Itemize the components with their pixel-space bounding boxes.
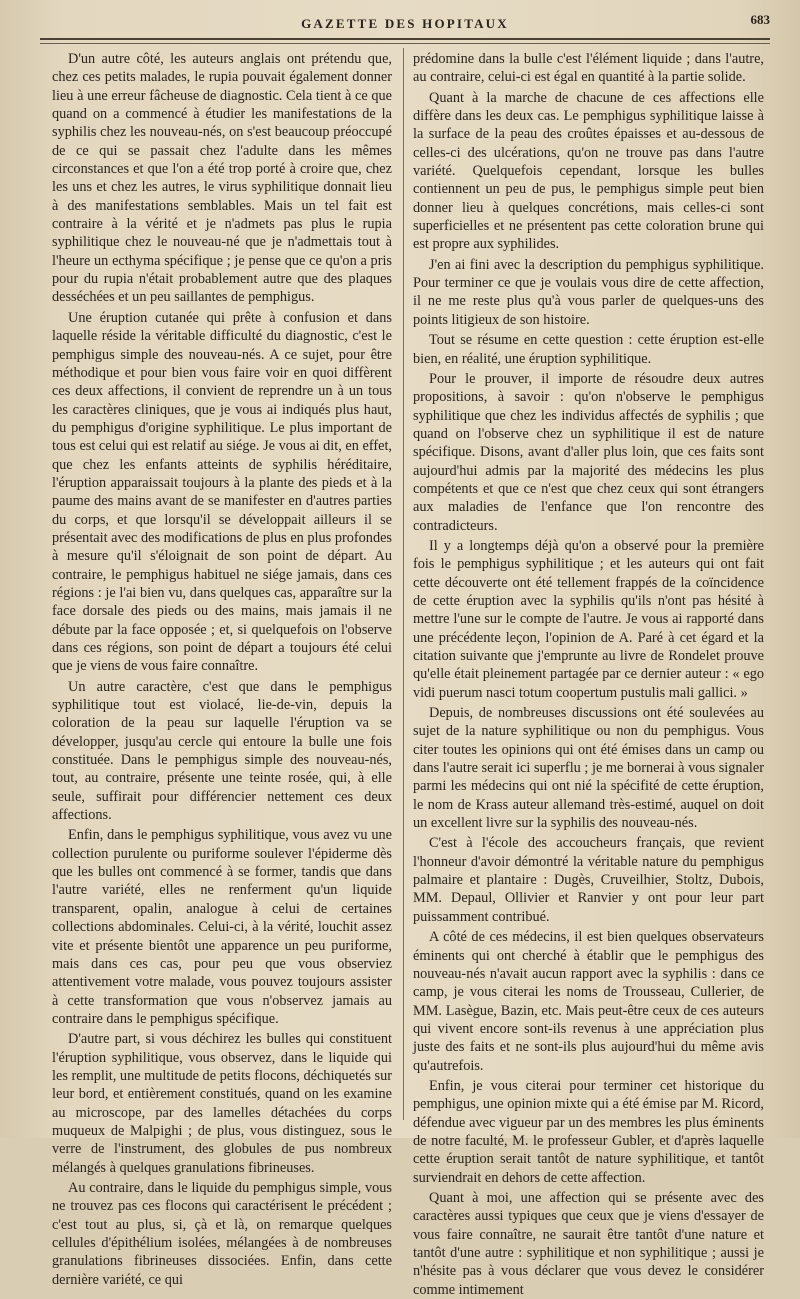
paragraph: Quant à moi, une affection qui se présente avec des caractères aussi typiques que ceux que je viens d'essayer de vous faire connaître, ne saurait être tantôt d'une nature et tantôt d'une autre : syphilitique et non syphilitique ; aussi je n'hésite pas à vous déclarer que vous devez le considérer comme intimement <box>413 1189 764 1298</box>
paragraph: D'un autre côté, les auteurs anglais ont prétendu que, chez ces petits malades, le rupia pouvait également donner lieu à une erreur fâcheuse de diagnostic. Cela tient à ce que quand on a commencé à étudier les manifestations de la syphilis chez les nouveau-nés, on s'est beaucoup préoccupé de ce qui se passait chez l'adulte dans les mêmes circonstances et que l'on a été trop porté à croire que, chez les uns et chez les autres, le virus syphilitique donnait lieu à des manifestations semblables. Mais un tel fait est contraire à la vérité et je n'admets pas plus le rupia syphilitique chez le nouveau-né que je n'admettais tout à l'heure un ecthyma spécifique ; je pense que ce qu'on a pris pour du rupia n'était probablement autre que des plaques desséchées et un peu saillantes de pemphigus. <box>52 51 392 306</box>
paragraph: Enfin, je vous citerai pour terminer cet historique du pemphigus, une opinion mixte qui a été émise par M. Ricord, défendue avec vigueur par un des membres les plus éminents de notre faculté, M. le professeur Gubler, et d'après laquelle cette éruption serait tantôt de nature syphilitique, et tantôt surviendrait en dehors de cette affection. <box>413 1077 764 1186</box>
paragraph: Enfin, dans le pemphigus syphilitique, vous avez vu une collection purulente ou puriforme soulever l'épiderme dès que les bulles ont commencé à se former, tandis que dans l'autre variété, elles ne renferment qu'un liquide transparent, opalin, analogue à celui de certaines collections abdominales. Celui-ci, à la vérité, louchit assez vite et présente bientôt une apparence un peu puriforme, mais dans ces cas, pour peu que vous observiez attentivement votre malade, vous pouvez toujours assister à cette transformation que vous n'observez jamais au contraire dans le pemphigus spécifique. <box>52 827 392 1027</box>
paragraph: Un autre caractère, c'est que dans le pemphigus syphilitique tout est violacé, lie-de-vin, depuis la coloration de la peau sur laquelle l'éruption va se développer, jusqu'au cercle qui entoure la bulle une fois constituée. Dans le pemphigus simple des nouveau-nés, tout, au contraire, présente une teinte rosée, qui, à elle seule, suffirait pour différencier nettement ces deux affections. <box>52 678 392 824</box>
paragraph: C'est à l'école des accoucheurs français, que revient l'honneur d'avoir démontré la véritable nature du pemphigus palmaire et plantaire : Dugès, Cruveilhier, Stoltz, Dubois, MM. Depaul, Ollivier et Ranvier y ont pour leur part puissamment contribué. <box>413 835 764 925</box>
paragraph: Quant à la marche de chacune de ces affections elle diffère dans les deux cas. Le pemphigus syphilitique laisse à la surface de la peau des croûtes épaisses et au-dessous de celles-ci des ulcérations, qu'on ne trouve pas dans l'autre variété. Quelquefois cependant, lorsque les bulles contiennent un peu de pus, le pemphigus simple peut bien donner lieu à quelques concrétions, mais celles-ci sont superficielles et ne présentent pas cette coloration brune qui est propre aux syphilides. <box>413 89 764 253</box>
journal-title: GAZETTE DES HOPITAUX <box>301 16 509 31</box>
paragraph: D'autre part, si vous déchirez les bulles qui constituent l'éruption syphilitique, vous observez, dans le liquide qui les remplit, une multitude de petits flocons, déchiquetés sur leur bord, et entièrement constitués, quand on les examine au microscope, par des lamelles détachées du corps muqueux de Malpighi ; de plus, vous distinguez, sous le verre de l'instrument, des globules de pus nombreux mélangés à quelques granulations fibrineuses. <box>52 1031 392 1176</box>
paragraph: Une éruption cutanée qui prête à confusion et dans laquelle réside la véritable difficulté du diagnostic, c'est le pemphigus simple des nouveau-nés. A ce sujet, pour être méthodique et pour bien vous faire voir en quoi diffèrent ces deux affections, il convient de reprendre un à un tous les caractères cliniques, que je vous ai indiqués plus haut, du pemphigus d'origine syphilitique. Le plus important de tous est celui qui est relatif au siége. Je vous ai dit, en effet, que chez les enfants atteints de syphilis héréditaire, l'éruption apparaissait toujours à la plante des pieds et à la paume des mains avant de se manifester en d'autres parties du corps, et que lorsqu'il se développait ailleurs il se présentait avec des modifications de plus en plus profondes à mesure qu'il s'éloignait de son point de départ. Au contraire, le pemphigus habituel ne siége jamais, dans ces régions : je l'ai bien vu, dans quelques cas, apparaître sur la face dorsale des pieds ou des mains, mais jamais il ne débute par la face opposée ; et, si quelquefois on l'observe dans ces régions, son point de départ a toujours été celui que je viens de vous faire connaître. <box>52 309 392 675</box>
column-divider <box>403 48 404 1120</box>
paragraph: Au contraire, dans le liquide du pemphigus simple, vous ne trouvez pas ces flocons qui caractérisent le précédent ; c'est tout au plus, si, çà et là, on remarque quelques cellules d'épithélium isolées, mélangées à de nombreuses granulations fibrineuses dissociées. Enfin, dans cette dernière variété, ce qui <box>52 1179 392 1288</box>
page-number: 683 <box>750 12 770 27</box>
left-column <box>52 50 392 1288</box>
paragraph: J'en ai fini avec la description du pemphigus syphilitique. Pour terminer ce que je voulais vous dire de cette affection, il ne me reste plus qu'à vous parler de quelques-uns des points litigieux de son histoire. <box>413 256 764 328</box>
paragraph: A côté de ces médecins, il est bien quelques observateurs éminents qui ont cherché à établir que le pemphigus des nouveau-nés n'avait aucun rapport avec la syphilis : dans ce camp, je vous citerai les noms de Trousseau, Cullerier, de MM. Lasègue, Bazin, etc. Mais peut-être ceux de ces auteurs qui vivent encore sont-ils revenus à une appréciation plus juste des faits et ne sont-ils plus aujourd'hui du même avis qu'autrefois. <box>413 929 764 1074</box>
right-column <box>413 50 764 1298</box>
header-rule <box>40 38 770 40</box>
page-header <box>40 10 770 34</box>
header-rule-thin <box>40 43 770 44</box>
paragraph: Depuis, de nombreuses discussions ont été soulevées au sujet de la nature syphilitique ou non du pemphigus. Vous citer toutes les opinions qui ont été émises dans un camp ou dans l'autre serait ici superflu ; je me bornerai à vous signaler parmi les médecins qui ont nié la spécifité de cette éruption, le nom de Krass auteur allemand très-estimé, auquel on doit un excellent livre sur la syphilis des nouveau-nés. <box>413 705 764 832</box>
paragraph: Pour le prouver, il importe de résoudre deux autres propositions, à savoir : qu'on n'observe le pemphigus syphilitique que chez les individus affectés de syphilis ; que quand on l'observe chez un syphilitique il est de nature spécifique. Disons, avant d'aller plus loin, que ces faits sont aujourd'hui admis par la majorité des médecins les plus compétents et que ce n'est que chez ceux qui sont étrangers aux maladies de l'enfance que l'on rencontre des contradicteurs. <box>413 370 764 534</box>
paragraph: Tout se résume en cette question : cette éruption est-elle bien, en réalité, une éruption syphilitique. <box>413 332 764 367</box>
paragraph: Il y a longtemps déjà qu'on a observé pour la première fois le pemphigus syphilitique ; et les auteurs qui ont fait cette découverte ont été tellement frappés de la coïncidence de cette éruption avec la syphilis qu'ils n'ont pas hésité à mettre l'une sur le compte de l'autre. Je vous ai rapporté dans une précédente leçon, l'opinion de A. Paré à cet égard et la citation suivante que j'emprunte au livre de Rondelet prouve qu'elle était pleinement partagée par ce dernier auteur : « ego vidi puerum nasci totum coopertum pustulis mali gallici. » <box>413 537 764 701</box>
paragraph-continued: prédomine dans la bulle c'est l'élément liquide ; dans l'autre, au contraire, celui-ci est égal en quantité à la partie solide. <box>413 51 764 86</box>
